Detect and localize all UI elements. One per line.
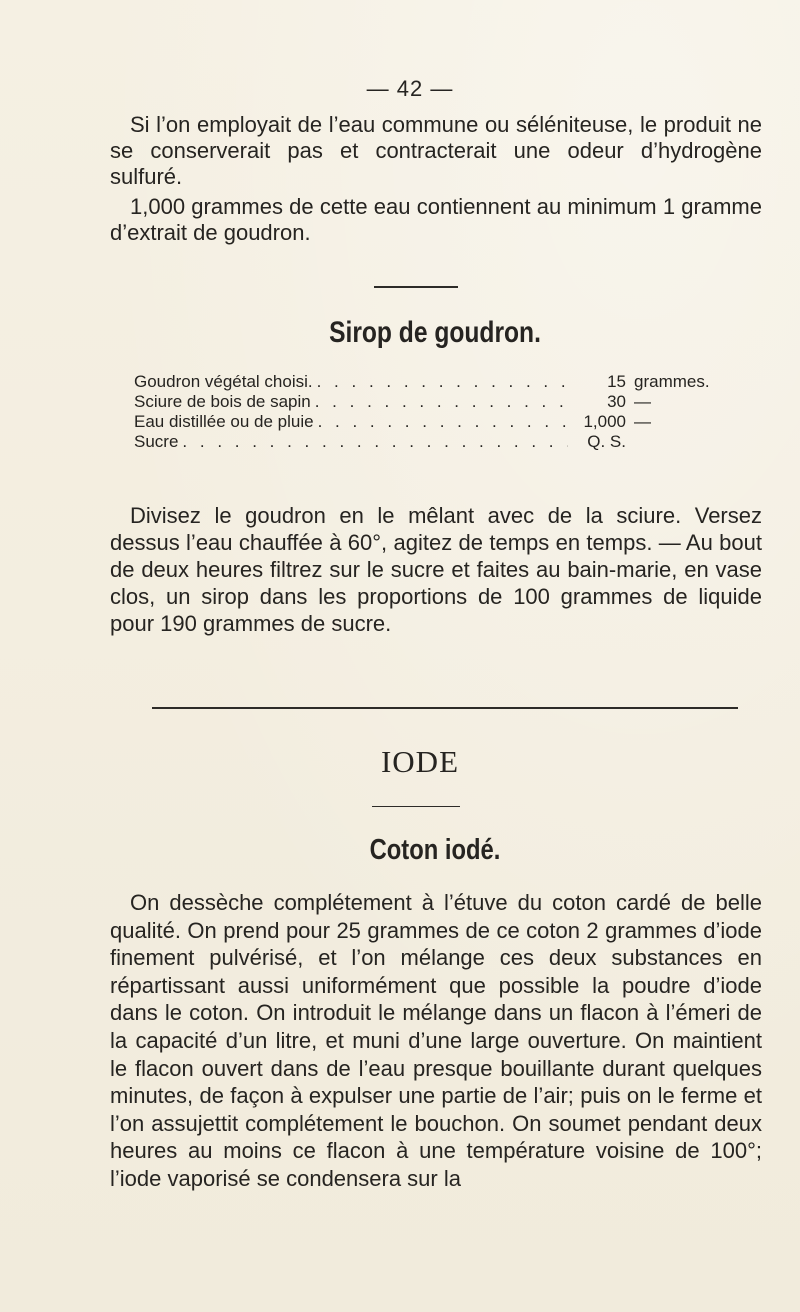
ingredient-row	[134, 392, 744, 412]
leader-dots	[311, 392, 568, 412]
sirop-title: Sirop de goudron.	[329, 316, 541, 349]
sirop-instructions-text: Divisez le goudron en le mêlant avec de la sciure. Versez dessus l’eau chauffée à 60°, agitez de temps en temps. — Au bout de deux heures filtrez sur le sucre et faites au bain-marie, en vase clos, un sirop dans les proportions de 100 grammes de liquide pour 190 grammes de sucre.	[110, 503, 762, 636]
coton-iode-text	[110, 889, 762, 1193]
ingredient-unit: grammes.	[634, 372, 710, 391]
coton-iode-title: Coton iodé.	[369, 834, 501, 866]
ingredient-list	[134, 372, 744, 452]
ingredient-unit: —	[634, 412, 651, 431]
leader-dots	[178, 432, 568, 452]
ingredient-row	[134, 412, 744, 432]
intro-paragraph-1: Si l’on employait de l’eau commune ou séléniteuse, le produit ne se conserverait pas et contracterait une odeur d’hydrogène sulfuré.	[110, 112, 762, 189]
ingredient-name: Goudron végétal choisi.	[134, 372, 313, 391]
ingredient-quantity: 1,000	[583, 412, 626, 431]
ingredient-quantity: 15	[607, 372, 626, 391]
leader-dots	[313, 372, 568, 392]
ingredient-row	[134, 372, 744, 392]
title-divider	[372, 806, 460, 807]
ingredient-row	[134, 432, 744, 452]
major-divider	[152, 707, 738, 709]
page-number: — 42 —	[366, 76, 454, 101]
ingredient-name: Sucre	[134, 432, 179, 451]
coton-iode-paragraph: On dessèche complétement à l’étuve du coton cardé de belle qualité. On prend pour 25 grammes de ce coton 2 grammes d’iode finement pulvérisé, et l’on mélange ces deux substances en répartissant aussi uniformément que possible la poudre d’iode dans le coton. On introduit le mélange dans un flacon à l’émeri de la capacité d’un litre, et muni d’une large ouverture. On maintient le flacon ouvert dans de l’eau presque bouillante durant quelques minutes, de façon à expulser une partie de l’air; puis on le ferme et l’on assujettit complétement le bouchon. On soumet pendant deux heures au moins ce flacon à une température voisine de 100°; l’iode vaporisé se condensera sur la	[110, 890, 762, 1191]
ingredient-name: Eau distillée ou de pluie	[134, 412, 314, 431]
leader-dots	[314, 412, 568, 432]
intro-text	[110, 112, 762, 246]
section-divider	[374, 286, 458, 288]
intro-paragraph-2: 1,000 grammes de cette eau contiennent au minimum 1 gramme d’extrait de goudron.	[110, 194, 762, 245]
sirop-instructions	[110, 502, 762, 637]
ingredient-quantity: 30	[607, 392, 626, 411]
ingredient-quantity: Q. S.	[587, 432, 626, 451]
ingredient-unit: —	[634, 392, 651, 411]
ingredient-name: Sciure de bois de sapin	[134, 392, 311, 411]
iode-section-title: IODE	[380, 744, 460, 779]
